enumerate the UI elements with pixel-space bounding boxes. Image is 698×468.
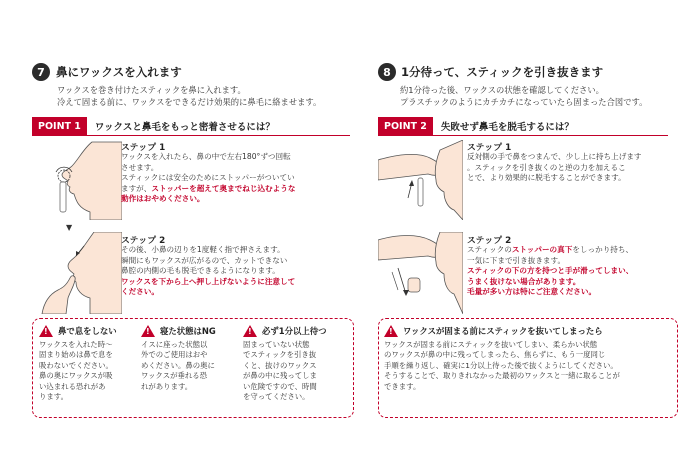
section-title-7: 鼻にワックスを入れます — [56, 65, 182, 79]
down-arrow-icon: ▼ — [66, 223, 73, 232]
warning-icon: ! — [141, 325, 155, 337]
point-divider — [378, 135, 668, 136]
step2-text-left: その後、小鼻の辺りを1度軽く指で押さえます。 瞬間にもワックスが広がるので、カットできない 鼻腔の内側の毛も脱毛できるようになります。 ワックスを下から上へ押し上げないように注意して ください。 — [121, 245, 296, 297]
step-number-badge: 7 — [32, 63, 50, 81]
step1-text-right: 反対側の手で鼻をつまんで、少し上に持ち上げます 。スティックを引き抜くのと逆の力を加えるこ とで、より効果的に脱毛することができます。 — [467, 152, 642, 183]
nose-press-illustration — [32, 232, 122, 314]
warning-icon: ! — [384, 325, 398, 337]
step2-text-right: スティックのストッパーの真下をしっかり持ち、 一気に下まで引き抜きます。 スティックの下の方を持つと手が滑ってしまい、 うまく抜けない場合があります。 毛量が多い方は特にご注意ください。 — [467, 245, 634, 297]
step1-title-left: ステップ 1 — [121, 143, 166, 153]
nose-stick-rotate-illustration — [32, 140, 122, 220]
point-badge: POINT 2 — [378, 117, 433, 135]
section-title-8: 1分待って、スティックを引き抜きます — [401, 65, 604, 79]
nose-pinch-illustration — [378, 140, 463, 220]
warning-icon: ! — [39, 325, 53, 337]
point-1-header — [32, 117, 275, 135]
step-number-badge: 8 — [378, 63, 396, 81]
point-title: ワックスと鼻毛をもっと密着させるには？ — [94, 122, 275, 133]
stick-pull-down-illustration — [378, 232, 463, 314]
warning-wait-one-minute: ! 必ず1分以上待つ 固まっていない状態 でスティックを引き抜 くと、抜けのワックス が鼻の中に残ってしま い危険ですので、時間 を守ってください。 — [243, 326, 327, 402]
step1-title-right: ステップ 1 — [467, 143, 512, 153]
section-intro-8: 約1分待った後、ワックスの状態を確認してください。 プラスチックのようにカチカチになっていたら固まった合図です。 — [400, 85, 648, 107]
step2-title-left: ステップ 2 — [121, 236, 166, 246]
step2-title-right: ステップ 2 — [467, 236, 512, 246]
point-2-header — [378, 117, 574, 135]
warning-no-nose-breathing: ! 鼻で息をしない ワックスを入れた時～ 固まり始めは鼻で息を 吸わないでください。 鼻の奥にワックスが吸 い込まれる恐れがあ ります。 — [39, 326, 117, 402]
warning-icon: ! — [243, 325, 257, 337]
section-intro-7: ワックスを巻き付けたスティックを鼻に入れます。 冷えて固まる前に、ワックスをできるだけ効果的に鼻毛に絡ませます。 — [57, 85, 322, 107]
step1-text-left: ワックスを入れたら、鼻の中で左右180°ずつ回転 させます。 スティックには安全のためにストッパーがついてい ますが、ストッパーを超えて奥までねじ込むような 動作はおやめください。 — [121, 152, 296, 204]
warning-no-lying-down: ! 寝た状態はNG イスに座った状態以 外でのご使用はおや めください。鼻の奥に ワックスが垂れる恐 れがあります。 — [141, 326, 216, 391]
point-divider — [32, 135, 350, 136]
point-badge: POINT 1 — [32, 117, 87, 135]
point-title: 失敗せず鼻毛を脱毛するには？ — [440, 122, 574, 133]
warning-early-removal: ! ワックスが固まる前にスティックを抜いてしまったら ワックスが固まる前にスティックを抜いてしまい、柔らかい状態 のワックスが鼻の中に残ってしまったら、焦らずに、もう一度同じ 手順を繰り返し、確実に1分以上待った後で抜くようにしてください。 そうすることで、取りきれなかった最初のワックスと一緒に取ることが できます。 — [384, 326, 620, 391]
